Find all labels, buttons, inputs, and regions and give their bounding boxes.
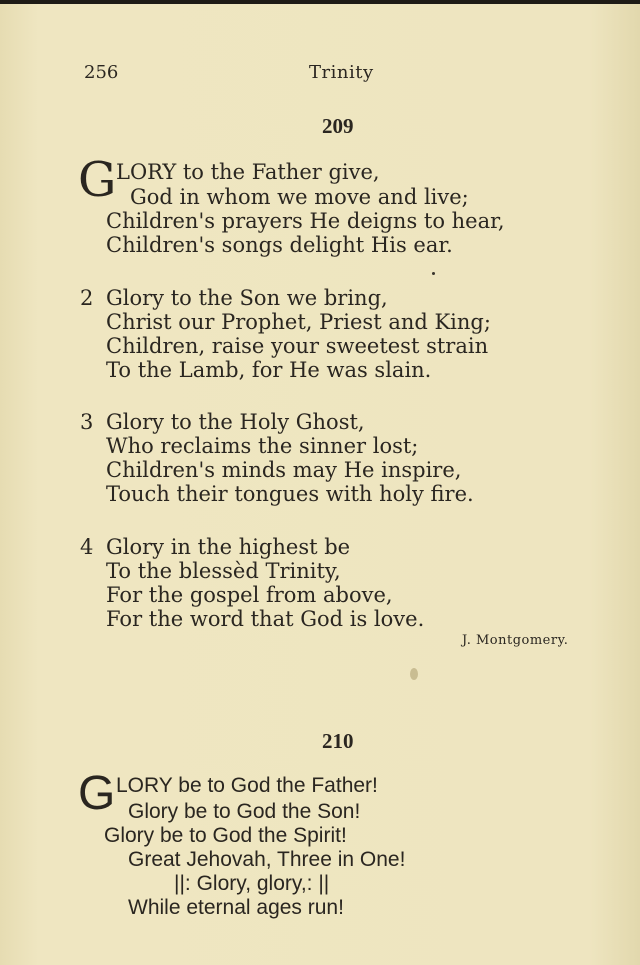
verse-line: Glory be to God the Spirit! bbox=[104, 824, 347, 847]
ink-speck bbox=[432, 272, 435, 275]
verse-line: While eternal ages run! bbox=[128, 896, 344, 919]
drop-cap: G bbox=[78, 152, 117, 208]
verse-line: LORY to the Father give, bbox=[116, 160, 380, 184]
verse-line: Glory to the Holy Ghost, bbox=[106, 410, 365, 434]
verse-line: Glory to the Son we bring, bbox=[106, 286, 388, 310]
author-attribution: J. Montgomery. bbox=[462, 633, 569, 648]
stanza-number: 2 bbox=[80, 286, 94, 310]
verse-line: God in whom we move and live; bbox=[130, 185, 469, 209]
verse-line: Children's prayers He deigns to hear, bbox=[106, 209, 505, 233]
stanza-number: 3 bbox=[80, 410, 94, 434]
verse-line: Great Jehovah, Three in One! bbox=[128, 848, 406, 871]
verse-line: Glory in the highest be bbox=[106, 535, 351, 559]
verse-line: ||: Glory, glory,: || bbox=[174, 872, 330, 895]
verse-line: Children, raise your sweetest strain bbox=[106, 334, 489, 358]
running-head: Trinity bbox=[309, 62, 374, 83]
verse-line: For the gospel from above, bbox=[106, 583, 393, 607]
hymn-number: 209 bbox=[322, 114, 354, 138]
top-edge-rule bbox=[0, 0, 640, 4]
verse-line: Who reclaims the sinner lost; bbox=[106, 434, 419, 458]
verse-line: Children's minds may He inspire, bbox=[106, 458, 462, 482]
paper-stain bbox=[410, 668, 418, 680]
verse-line: LORY be to God the Father! bbox=[116, 774, 378, 797]
stanza-number: 4 bbox=[80, 535, 94, 559]
verse-line: To the blessèd Trinity, bbox=[106, 559, 341, 583]
drop-cap: G bbox=[78, 767, 116, 820]
verse-line: To the Lamb, for He was slain. bbox=[106, 358, 432, 382]
verse-line: Children's songs delight His ear. bbox=[106, 233, 453, 257]
hymn-number: 210 bbox=[322, 729, 354, 753]
verse-line: Glory be to God the Son! bbox=[128, 800, 361, 823]
verse-line: Touch their tongues with holy fire. bbox=[106, 482, 474, 506]
verse-line: Christ our Prophet, Priest and King; bbox=[106, 310, 491, 334]
verse-line: For the word that God is love. bbox=[106, 607, 425, 631]
page-number: 256 bbox=[84, 62, 119, 83]
